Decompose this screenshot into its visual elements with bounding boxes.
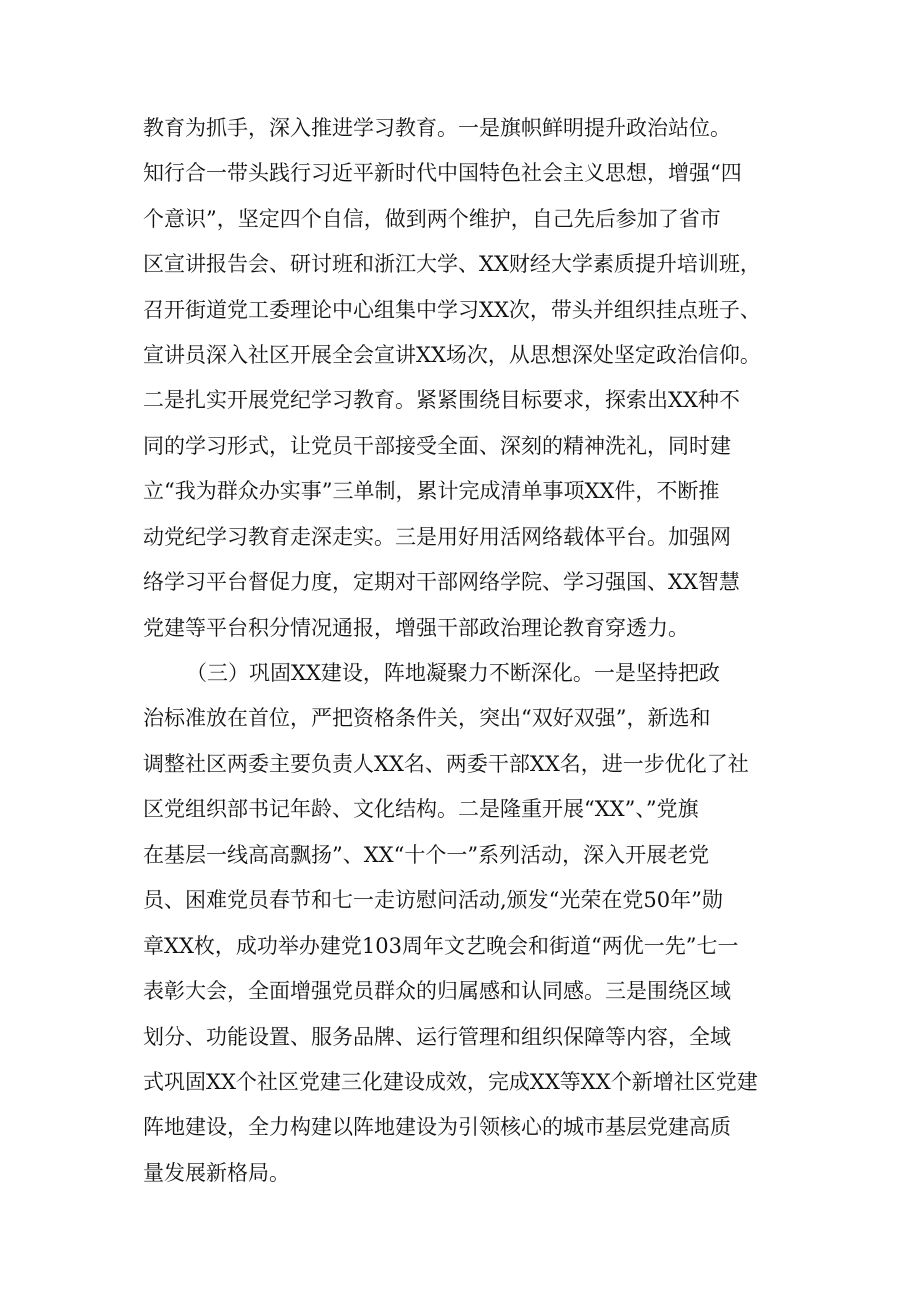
text-line: 动党纪学习教育走深走实。三是用好用活网络载体平台。加强网 [143,525,731,549]
text-line: 在基层一线高高飘扬”、XX“十个一”系列活动，深入开展老党 [143,843,710,867]
text-line: 召开街道党工委理论中心组集中学习XX次，带头并组织挂点班子、 [143,298,761,322]
text-line: 同的学习形式，让党员干部接受全面、深刻的精神洗礼，同时建 [143,434,731,458]
text-line: 二是扎实开展党纪学习教育。紧紧围绕目标要求，探索出XX种不 [143,388,740,412]
text-line: 量发展新格局。 [143,1161,290,1185]
text-line: 宣讲员深入社区开展全会宣讲XX场次，从思想深处坚定政治信仰。 [143,343,761,367]
text-line: 区宣讲报告会、研讨班和浙江大学、XX财经大学素质提升培训班， [143,252,761,276]
text-line: 员、困难党员春节和七一走访慰问活动,颁发“光荣在党50年”勋 [143,888,723,912]
text-line: 章XX枚，成功举办建党103周年文艺晚会和街道“两优一先”七一 [143,934,739,958]
text-line: 个意识”，坚定四个自信，做到两个维护，自己先后参加了省市 [143,207,721,231]
text-line: 阵地建设，全力构建以阵地建设为引领核心的城市基层党建高质 [143,1115,731,1139]
text-line: 立“我为群众办实事”三单制，累计完成清单事项XX件，不断推 [143,479,720,503]
text-line: 知行合一带头践行习近平新时代中国特色社会主义思想，增强“四 [143,161,742,185]
text-line: 表彰大会，全面增强党员群众的归属感和认同感。三是围绕区域 [143,979,731,1003]
text-line: 党建等平台积分情况通报，增强干部政治理论教育穿透力。 [143,616,689,640]
text-line: 区党组织部书记年龄、文化结构。二是隆重开展“XX”、”党旗 [143,797,699,821]
text-line: 调整社区两委主要负责人XX名、两委干部XX名，进一步优化了社 [143,752,749,776]
text-line: 式巩固XX个社区党建三化建设成效，完成XX等XX个新增社区党建 [143,1070,758,1094]
section-heading-line: （三）巩固XX建设，阵地凝聚力不断深化。一是坚持把政 [186,661,720,685]
text-line: 治标准放在首位，严把资格条件关，突出“双好双强”，新选和 [143,706,711,730]
text-line: 教育为抓手，深入推进学习教育。一是旗帜鲜明提升政治站位。 [143,116,731,140]
text-line: 划分、功能设置、服务品牌、运行管理和组织保障等内容，全域 [143,1025,731,1049]
text-line: 络学习平台督促力度，定期对干部网络学院、学习强国、XX智慧 [143,570,740,594]
